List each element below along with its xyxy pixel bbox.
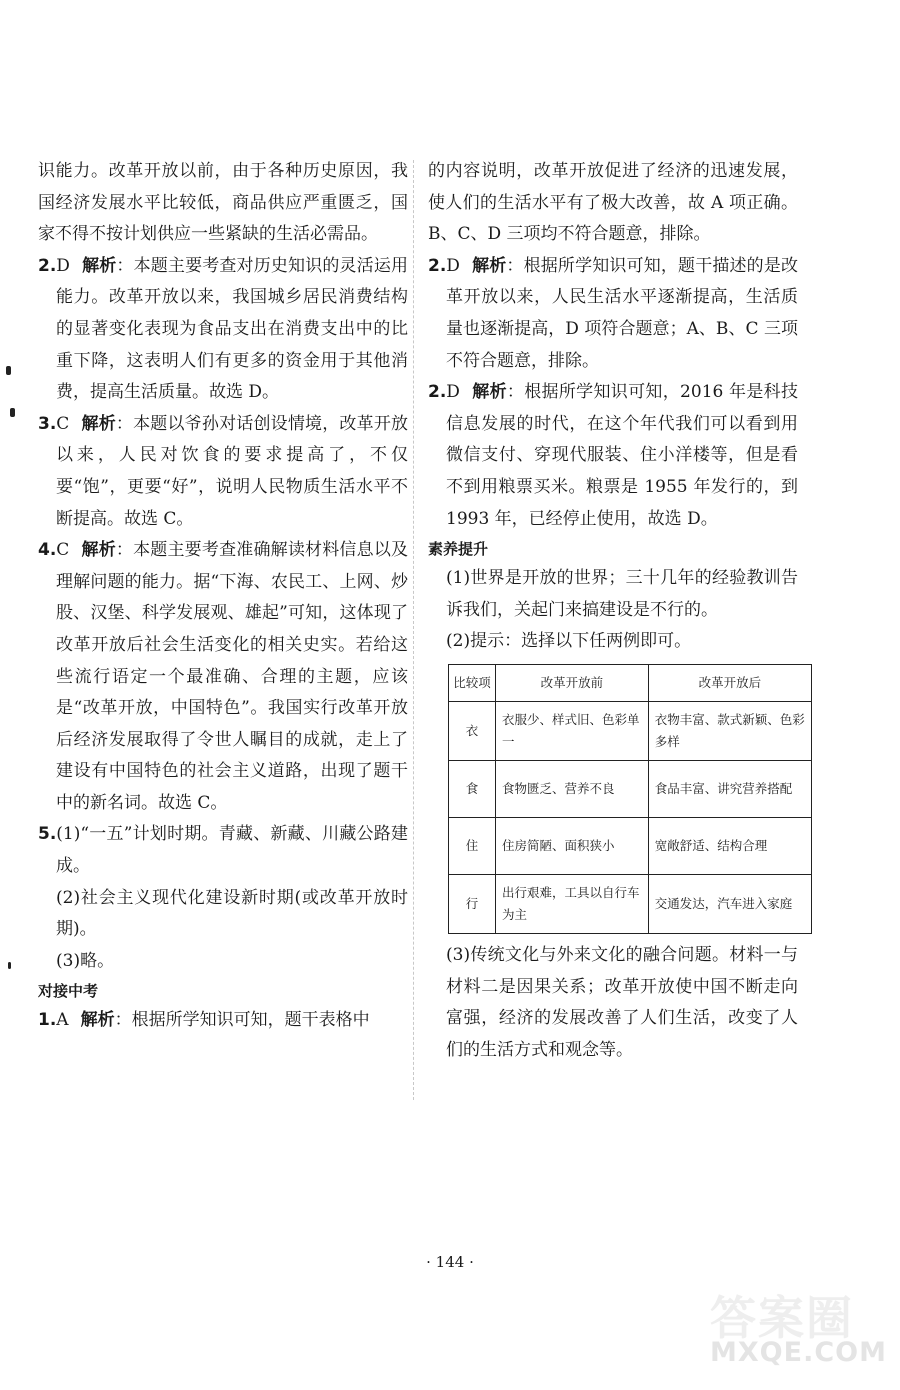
analysis-text: ：本题主要考查准确解读材料信息以及理解问题的能力。据“下海、农民工、上网、炒股、汉堡、科学发展观、雄起”可知，这体现了改革开放后社会生活变化的相关史实。若给这些流行语定一个最准确、合理的主题，应该是“改革开放，中国特色”。我国实行改革开放后经济发展取得了令世人瞩目的成就，走上了建设有中国特色的社会主义道路，出现了题干中的新名词。故选 C。 — [56, 540, 409, 813]
scan-speck — [10, 408, 15, 417]
answer-item-5 — [38, 819, 408, 882]
answer-part-3: (3)传统文化与外来文化的融合问题。材料一与材料二是因果关系；改革开放使中国不断走向富强，经济的发展改善了人们生活，改变了人们的生活方式和观念等。 — [446, 944, 798, 1060]
comparison-table — [448, 664, 812, 934]
scan-speck — [8, 962, 11, 969]
table-cell-before: 住房简陋、面积狭小 — [496, 817, 649, 874]
answer-item-2b — [428, 377, 798, 535]
table-cell-before: 衣服少、样式旧、色彩单一 — [496, 701, 649, 760]
watermark-logo: 答案圈 — [710, 1291, 854, 1345]
table-row — [449, 817, 812, 874]
analysis-text: ：本题主要考查对历史知识的灵活运用能力。改革开放以来，我国城乡居民消费结构的显著变化表现为食品支出在消费支出中的比重下降，这表明人们有更多的资金用于其他消费，提高生活质量。故选 D。 — [56, 255, 409, 403]
watermark — [690, 1282, 887, 1368]
answer-item-2 — [38, 251, 408, 409]
table-header: 改革开放后 — [648, 664, 811, 701]
watermark-url: MXQE.COM — [710, 1337, 887, 1368]
answer-item-4 — [38, 535, 408, 819]
table-cell-item: 食 — [449, 760, 496, 817]
table-cell-item: 住 — [449, 817, 496, 874]
table-cell-before: 食物匮乏、营养不良 — [496, 760, 649, 817]
table-cell-after: 食品丰富、讲究营养搭配 — [648, 760, 811, 817]
answer-part-2: (2)提示：选择以下任两例即可。 — [446, 631, 692, 652]
item-number: 3. — [38, 413, 57, 434]
table-cell-after: 交通发达，汽车进入家庭 — [648, 874, 811, 933]
analysis-label: 解析 — [471, 255, 507, 276]
item-number: 4. — [38, 540, 57, 561]
analysis-label: 解析 — [471, 382, 507, 403]
table-cell-after: 衣物丰富、款式新颖、色彩多样 — [648, 701, 811, 760]
column-divider — [413, 160, 415, 1100]
table-cell-before: 出行艰难，工具以自行车为主 — [496, 874, 649, 933]
table-row — [449, 874, 812, 933]
page-number: · 144 · — [426, 1253, 474, 1271]
answer-letter: A — [56, 1010, 69, 1031]
answer-item-3 — [38, 409, 408, 535]
table-header: 比较项 — [449, 664, 496, 701]
table-row — [449, 760, 812, 817]
answer-letter: D — [446, 382, 460, 403]
analysis-text: ：根据所学知识可知，2016 年是科技信息发展的时代，在这个年代我们可以看到用微信支付、穿现代服装、住小洋楼等，但是看不到用粮票买米。粮票是 1955 年发行的，到 1993 年，已经停止使用，故选 D。 — [446, 382, 798, 529]
section-heading: 素养提升 — [428, 540, 489, 559]
left-column — [38, 156, 408, 1037]
item-number: 2. — [428, 382, 447, 403]
continued-paragraph: 的内容说明，改革开放促进了经济的迅速发展，使人们的生活水平有了极大改善，故 A 项正确。B、C、D 三项均不符合题意，排除。 — [428, 161, 798, 245]
table-cell-item: 行 — [449, 874, 496, 933]
answer-part-2: (2)社会主义现代化建设新时期(或改革开放时期)。 — [56, 887, 408, 940]
table-row — [449, 701, 812, 760]
analysis-label: 解析 — [81, 540, 116, 561]
table-header: 改革开放前 — [496, 664, 649, 701]
analysis-text: ：根据所学知识可知，题干描述的是改革开放以来，人民生活水平逐渐提高，生活质量也逐渐提高，D 项符合题意；A、B、C 三项不符合题意，排除。 — [446, 255, 799, 371]
item-number: 5. — [38, 824, 57, 845]
answer-item-2 — [428, 251, 798, 377]
answer-letter: C — [56, 540, 70, 561]
answer-letter: D — [56, 255, 70, 276]
answer-letter: C — [56, 413, 70, 434]
table-header-row — [449, 664, 812, 701]
table-cell-item: 衣 — [449, 701, 496, 760]
answer-part-3: (3)略。 — [56, 950, 115, 971]
analysis-text: ：本题以爷孙对话创设情境，改革开放以来，人民对饮食的要求提高了，不仅要“饱”，更要“好”，说明人民物质生活水平不断提高。故选 C。 — [56, 413, 409, 529]
answer-letter: D — [446, 255, 460, 276]
scan-speck — [6, 366, 11, 375]
item-number: 1. — [38, 1010, 57, 1031]
analysis-label: 解析 — [81, 413, 116, 434]
analysis-label: 解析 — [81, 255, 117, 276]
right-column — [428, 156, 805, 1066]
analysis-label: 解析 — [80, 1010, 115, 1031]
item-number: 2. — [38, 255, 57, 276]
item-number: 2. — [428, 255, 447, 276]
analysis-text: ：根据所学知识可知，题干表格中 — [114, 1010, 370, 1031]
continued-paragraph: 识能力。改革开放以前，由于各种历史原因，我国经济发展水平比较低，商品供应严重匮乏，国家不得不按计划供应一些紧缺的生活必需品。 — [38, 161, 408, 245]
table-cell-after: 宽敞舒适、结构合理 — [648, 817, 811, 874]
section-heading: 对接中考 — [38, 982, 99, 1001]
answer-part-1: (1)世界是开放的世界；三十几年的经验教训告诉我们，关起门来搞建设是不行的。 — [446, 568, 798, 620]
answer-item-1 — [38, 1005, 408, 1037]
answer-part-1: (1)“一五”计划时期。青藏、新藏、川藏公路建成。 — [56, 824, 408, 877]
